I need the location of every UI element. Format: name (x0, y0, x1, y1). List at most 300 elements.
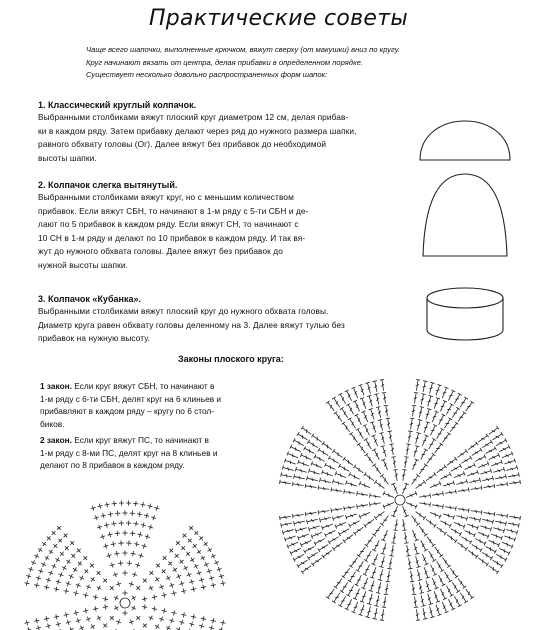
stitch-mark (95, 595, 96, 600)
stitch-mark (118, 563, 123, 564)
stitch-mark (365, 617, 369, 618)
stitch-mark (492, 520, 493, 524)
stitch-mark (294, 474, 295, 478)
stitch-mark (183, 589, 184, 594)
stitch-mark (105, 604, 106, 609)
stitch-mark (440, 428, 444, 430)
stitch-mark (493, 541, 494, 545)
stitch-mark (105, 504, 110, 505)
stitch-mark (356, 593, 360, 594)
stitch-mark (507, 514, 508, 518)
stitch-mark (402, 530, 406, 531)
stitch-mark (469, 531, 470, 535)
stitch-mark (306, 476, 307, 480)
section-kubanka-cap (38, 294, 418, 346)
stitch-mark (470, 596, 474, 599)
stitch-mark (115, 596, 118, 601)
stitch-mark (56, 614, 57, 619)
section-line: прибавок. Если вяжут СБН, то начинают в 1-м ряду с 5-ти СБН и де- (38, 205, 309, 216)
stitch-mark (133, 503, 138, 504)
stitch-mark (332, 547, 335, 551)
stitch-mark (85, 593, 86, 598)
stitch-mark (356, 428, 360, 430)
stitch-mark (444, 465, 447, 469)
stitch-mark (306, 520, 307, 524)
stitch-mark (479, 518, 480, 522)
stitch-mark (379, 432, 383, 433)
stitch-mark (357, 504, 358, 508)
stitch-mark (134, 523, 139, 524)
stitch-mark (429, 388, 432, 389)
stitch-mark (305, 512, 306, 516)
stitch-mark (415, 438, 418, 439)
stitch-mark (443, 504, 444, 508)
stitch-mark (404, 457, 408, 458)
center-ring (120, 598, 130, 608)
stitch-mark (403, 489, 407, 490)
stitch-mark (383, 548, 386, 549)
stitch-mark (382, 392, 386, 393)
stitch-mark (374, 605, 378, 606)
stitch-mark (507, 482, 508, 486)
stitch-mark (328, 456, 330, 460)
stitch-mark (328, 540, 330, 544)
stitch-mark (389, 444, 393, 445)
stitch-mark (501, 432, 503, 436)
stitch-mark (365, 484, 366, 488)
sc-circle-diagram (0, 478, 240, 630)
stitch-mark (164, 593, 165, 598)
stitch-mark (46, 556, 49, 561)
stitch-mark (455, 540, 458, 544)
stitch-mark (455, 457, 458, 461)
stitch-mark (372, 464, 376, 467)
stitch-mark (26, 620, 27, 625)
stitch-mark (75, 591, 76, 596)
stitch-mark (416, 620, 420, 621)
stitch-mark (365, 382, 369, 383)
stitch-mark (144, 596, 145, 601)
stitch-mark (150, 616, 153, 621)
stitch-mark (140, 504, 145, 505)
stitch-mark (325, 480, 326, 483)
section-line: лают по 5 прибавок в каждом ряду. Если вяжут СН, то начинают с (38, 219, 299, 230)
stitch-mark (380, 523, 384, 526)
stitch-mark (43, 542, 46, 546)
stitch-mark (314, 471, 315, 474)
stitch-mark (486, 434, 489, 438)
stitch-mark (480, 448, 482, 452)
classic-cap-shape (415, 98, 515, 168)
section-title: 1. Классический круглый колпачок. (38, 100, 197, 110)
stitch-mark (364, 472, 367, 476)
stitch-mark (501, 564, 503, 568)
stitch-mark (518, 473, 519, 477)
stitch-mark (505, 521, 506, 525)
stitch-mark (332, 516, 333, 520)
stitch-mark (476, 441, 479, 445)
stitch-mark (421, 394, 425, 395)
stitch-mark (459, 523, 460, 527)
law-line: прибавляют в каждом ряду – кругу по 6 стол- (40, 406, 214, 417)
stitch-mark (75, 610, 76, 615)
stitch-mark (432, 544, 436, 547)
stitch-mark (423, 516, 426, 520)
stitch-mark (443, 491, 444, 495)
stitch-mark (67, 560, 70, 564)
stitch-mark (173, 568, 176, 572)
stitch-mark (430, 382, 434, 383)
stitch-mark (26, 581, 27, 586)
stitch-mark (107, 534, 112, 535)
stitch-mark (455, 422, 459, 425)
stitch-mark (492, 476, 493, 480)
stitch-mark (498, 528, 499, 531)
stitch-mark (410, 581, 414, 582)
section-elongated-cap (38, 180, 383, 273)
stitch-mark (465, 547, 468, 551)
page-title: Практические советы (148, 6, 409, 31)
stitch-mark (186, 552, 189, 556)
stitch-mark (344, 506, 345, 510)
stitch-mark (472, 524, 473, 527)
stitch-mark (131, 553, 136, 554)
stitch-mark (331, 508, 332, 512)
stitch-mark (424, 534, 428, 537)
stitch-mark (380, 620, 384, 621)
stitch-mark (424, 427, 427, 428)
stitch-mark (463, 586, 467, 589)
stitch-mark (348, 418, 352, 420)
stitch-mark (434, 472, 437, 476)
stitch-mark (384, 405, 388, 406)
stitch-mark (115, 533, 120, 534)
intro-line: Круг начинают вязать от центра, делая прибавки в определенном порядке. (86, 57, 363, 67)
stitch-mark (66, 612, 67, 617)
stitch-mark (417, 425, 420, 426)
stitch-mark (380, 474, 384, 477)
stitch-mark (435, 513, 436, 517)
stitch-mark (470, 401, 474, 404)
stitch-mark (111, 523, 116, 524)
stitch-mark (341, 422, 345, 425)
stitch-mark (447, 432, 451, 435)
intro-line: Чаще всего шапочки, выполненные крючком, вяжут сверху (от макушки) вниз по кругу. (86, 45, 401, 54)
stitch-mark (494, 484, 495, 488)
stitch-mark (319, 518, 320, 522)
stitch-mark (380, 379, 384, 380)
stitch-mark (376, 406, 380, 407)
stitch-mark (281, 473, 282, 477)
stitch-mark (292, 514, 293, 518)
stitch-mark (317, 464, 318, 468)
stitch-mark (322, 555, 325, 559)
dc-circle-diagram (268, 372, 557, 630)
stitch-mark (443, 392, 447, 393)
stitch-mark (364, 524, 367, 528)
elongated-cap-shape (415, 170, 515, 260)
stitch-mark (518, 523, 519, 527)
stitch-mark (411, 503, 412, 507)
section-line: прибавок на нужную высоту. (38, 333, 151, 344)
stitch-mark (456, 407, 460, 409)
stitch-mark (490, 440, 492, 444)
stitch-mark (474, 517, 475, 520)
stitch-mark (447, 565, 451, 568)
stitch-mark (509, 536, 510, 539)
diagram-group (24, 500, 225, 630)
stitch-mark (334, 586, 338, 589)
stitch-mark (387, 568, 391, 569)
stitch-mark (105, 596, 106, 601)
stitch-mark (56, 587, 57, 592)
stitch-mark (420, 592, 424, 593)
stitch-mark (164, 608, 165, 613)
stitch-mark (332, 601, 336, 603)
stitch-mark (137, 534, 142, 535)
stitch-mark (349, 432, 353, 435)
stitch-mark (297, 432, 299, 436)
kubanka-cap-shape (423, 284, 507, 344)
stitch-mark (433, 417, 437, 418)
stitch-mark (402, 469, 406, 470)
stitch-mark (410, 418, 414, 419)
stitch-mark (448, 514, 449, 517)
stitch-mark (369, 598, 372, 599)
stitch-mark (414, 607, 418, 608)
stitch-mark (434, 403, 438, 404)
stitch-mark (208, 548, 211, 552)
law-line: 1-м ряду с 6-ти СБН, делят круг на 6 клиньев и (40, 393, 222, 404)
stitch-mark (349, 565, 353, 568)
stitch-mark (456, 489, 457, 493)
stitch-mark (496, 534, 497, 538)
stitch-mark (393, 530, 397, 531)
stitch-mark (80, 576, 83, 581)
stitch-mark (353, 532, 356, 536)
section-classic-cap (38, 100, 398, 165)
stitch-mark (357, 555, 361, 558)
stitch-mark (297, 564, 299, 568)
stitch-mark (373, 381, 377, 382)
stitch-mark (203, 616, 204, 621)
section-line: нужной высоты шапки. (38, 259, 128, 270)
stitch-mark (416, 523, 420, 526)
law-line: 1-м ряду с 8-ми ПС, делят круг на 8 клиньев и (40, 447, 218, 458)
stitch-mark (173, 610, 174, 615)
stitch-mark (464, 601, 468, 603)
stitch-mark (115, 606, 118, 611)
stitch-mark (292, 454, 293, 458)
stitch-mark (456, 506, 457, 510)
stitch-mark (408, 431, 412, 432)
stitch-mark (154, 606, 155, 611)
stitch-mark (279, 480, 280, 484)
stitch-mark (426, 414, 429, 415)
stitch-mark (173, 591, 174, 596)
stitch-mark (127, 563, 132, 564)
stitch-mark (455, 576, 459, 579)
stitch-mark (279, 516, 280, 520)
section-line: Диаметр круга равен обхвату головы деленному на 3. Далее вяжут тулью без (38, 319, 345, 330)
stitch-mark (423, 618, 427, 619)
section-title: 3. Колпачок «Кубанка». (38, 294, 141, 304)
stitch-mark (203, 585, 204, 590)
stitch-mark (496, 570, 499, 574)
stitch-mark (334, 411, 338, 414)
law-label: 1 закон. (40, 381, 72, 391)
law-1 (40, 380, 265, 430)
stitch-mark (137, 514, 142, 515)
stitch-mark (408, 568, 412, 569)
stitch-mark (372, 534, 376, 537)
stitch-mark (496, 426, 499, 430)
section-line: ки в каждом ряду. Затем прибавку делают через ряд до нужного размера шапки, (38, 125, 357, 136)
stitch-mark (386, 581, 390, 582)
stitch-mark (341, 576, 345, 579)
stitch-mark (367, 611, 370, 612)
stitch-mark (98, 616, 101, 621)
stitch-mark (360, 609, 363, 610)
stitch-mark (354, 607, 358, 608)
stitch-mark (46, 616, 47, 621)
section-line: жут до нужного обхвата головы. Далее вяжут без прибавок до (38, 246, 283, 257)
stitch-mark (414, 392, 418, 393)
stitch-mark (301, 469, 302, 472)
stitch-mark (357, 491, 358, 495)
stitch-mark (384, 535, 388, 536)
stitch-mark (282, 465, 283, 469)
stitch-mark (381, 561, 384, 562)
stitch-mark (404, 543, 408, 544)
stitch-mark (520, 480, 521, 484)
stitch-mark (311, 434, 314, 438)
stitch-mark (374, 559, 378, 560)
stitch-mark (150, 586, 153, 591)
stitch-mark (428, 401, 431, 402)
stitch-mark (85, 608, 86, 613)
stitch-mark (344, 489, 345, 493)
stitch-mark (461, 515, 462, 518)
stitch-mark (357, 443, 361, 446)
stitch-mark (479, 478, 480, 482)
stitch-mark (74, 568, 77, 572)
stitch-mark (448, 580, 452, 582)
stitch-mark (485, 526, 486, 529)
stitch-mark (463, 411, 467, 414)
law-line: делают по 8 прибавок в каждом ряду. (40, 460, 185, 471)
stitch-mark (318, 548, 320, 552)
stitch-mark (436, 390, 439, 391)
stitch-mark (365, 453, 369, 456)
stitch-mark (481, 510, 482, 514)
stitch-mark (394, 511, 398, 512)
stitch-mark (376, 592, 380, 593)
stitch-mark (305, 484, 306, 488)
stitch-mark (307, 556, 309, 560)
stitch-mark (431, 430, 435, 431)
stitch-mark (430, 493, 431, 497)
stitch-mark (332, 397, 336, 399)
stitch-mark (111, 544, 116, 545)
stitch-mark (517, 465, 518, 469)
stitch-mark (380, 574, 383, 575)
stitch-mark (213, 583, 214, 588)
intro-line: Существует несколько довольно распространенных форм шапок: (86, 70, 328, 79)
stitch-mark (486, 563, 489, 567)
stitch-mark (470, 456, 472, 460)
stitch-mark (434, 524, 437, 528)
law-line: Если круг вяжут СБН, то начинают в (74, 381, 215, 391)
stitch-mark (440, 555, 444, 558)
stitch-mark (389, 556, 393, 557)
stitch-mark (132, 606, 135, 611)
stitch-mark (134, 544, 139, 545)
stitch-mark (156, 577, 159, 581)
stitch-mark (430, 617, 434, 618)
stitch-mark (494, 512, 495, 516)
stitch-mark (36, 583, 37, 588)
stitch-mark (193, 614, 194, 619)
stitch-mark (421, 605, 425, 606)
stitch-mark (423, 381, 427, 382)
section-line: Выбранными столбиками вяжут плоский круг диаметром 12 см, делая прибав- (38, 112, 349, 122)
stitch-mark (341, 474, 342, 478)
stitch-mark (46, 585, 47, 590)
stitch-mark (412, 405, 416, 406)
stitch-mark (327, 472, 328, 475)
stitch-mark (371, 585, 374, 586)
stitch-mark (365, 569, 369, 570)
stitch-mark (356, 570, 360, 572)
stitch-mark (95, 606, 96, 611)
stitch-mark (374, 516, 377, 520)
stitch-mark (340, 407, 344, 409)
stitch-mark (406, 556, 410, 557)
law-line: биков. (40, 418, 65, 429)
stitch-mark (379, 566, 383, 567)
stitch-mark (343, 540, 346, 544)
stitch-mark (326, 596, 330, 599)
stitch-mark (98, 586, 101, 591)
stitch-mark (440, 443, 444, 446)
stitch-mark (387, 431, 391, 432)
stitch-mark (108, 514, 113, 515)
stitch-mark (416, 566, 420, 567)
diagram-group (279, 379, 520, 620)
stitch-mark (476, 555, 479, 559)
section-line: высоты шапки. (38, 152, 97, 163)
laws-title: Законы плоского круга: (178, 354, 284, 364)
stitch-mark (307, 440, 309, 444)
stitch-mark (468, 508, 469, 512)
stitch-mark (468, 487, 469, 491)
stitch-mark (470, 540, 472, 544)
stitch-mark (130, 533, 135, 534)
stitch-mark (322, 441, 325, 445)
stitch-mark (294, 521, 295, 525)
stitch-mark (364, 583, 368, 584)
stitch-mark (301, 426, 304, 430)
stitch-mark (180, 560, 183, 564)
stitch-mark (191, 558, 194, 562)
stitch-mark (416, 474, 420, 477)
stitch-mark (406, 444, 410, 445)
stitch-mark (372, 572, 375, 573)
stitch-mark (416, 432, 420, 433)
stitch-mark (441, 406, 445, 407)
stitch-mark (466, 516, 467, 520)
